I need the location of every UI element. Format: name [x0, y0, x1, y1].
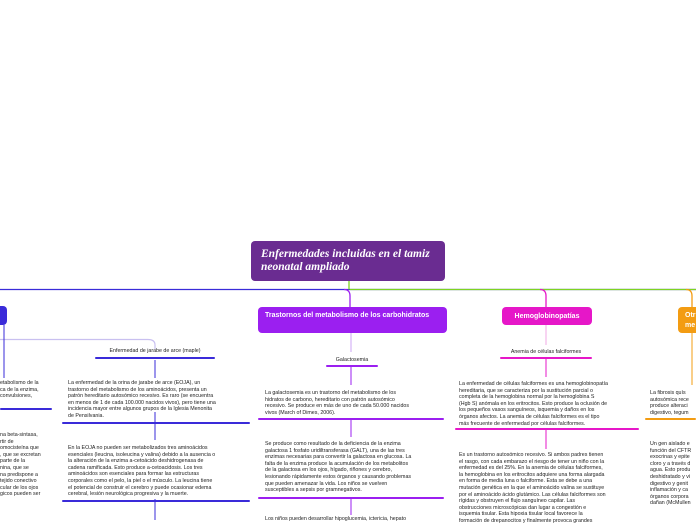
text-line: En la EOJA no pueden ser metabolizados tres aminoácidos: [68, 445, 208, 451]
text-line: más frecuente de enfermedad por células falciformes.: [459, 420, 586, 427]
text-line: gicos pueden ser: [0, 491, 41, 498]
text-line: hidratos de carbono, hereditario con patrón autosómico: [265, 396, 395, 403]
category-left[interactable]: [0, 306, 7, 325]
text-line: Un gen aislado e: [650, 441, 690, 447]
text-line: de la galactosa en los ojos, hígado, riñones y cerebro,: [265, 467, 392, 474]
category-hemoglobinopatias[interactable]: [502, 307, 592, 325]
text-line: digestivo, tegum: [650, 409, 689, 416]
subtopic-galactosemia-underline: [326, 365, 378, 367]
text-line: cular de los ojos: [0, 484, 39, 491]
text-line: vivos (March of Dimes, 2006).: [265, 409, 336, 416]
connector-hemo: [540, 290, 546, 308]
connector-right: [686, 290, 692, 308]
text-line: que pueden amenazar la vida. Los niños se vuelven: [265, 480, 388, 487]
text-right-1-underline: [645, 418, 696, 420]
text-line: Se produce como resultado de la deficiencia de la enzima: [265, 441, 401, 447]
subtopic-maple-underline: [95, 357, 215, 359]
text-line: ca de la enzima,: [0, 386, 39, 393]
text-line: La galactosemia es un trastorno del metabolismo de los: [265, 390, 397, 396]
text-farleft-2[interactable]: [0, 432, 50, 498]
text-line: corporales como el pelo, la piel o el músculo. La leucina tiene: [68, 477, 213, 484]
text-line: patrón hereditario autosómico recesivo. Es raro (se encuentra: [68, 393, 214, 400]
text-maple-2-underline: [62, 500, 250, 502]
text-maple-1-underline: [62, 422, 250, 424]
text-line: la hemoglobina en los eritrocitos adquiere una forma alargada: [459, 471, 605, 478]
text-right-2[interactable]: [650, 441, 696, 507]
text-line: trastorno del metabolismo de los aminoácidos, presenta un: [68, 386, 207, 393]
text-line: rígidas y obstruyen el flujo sanguíneo capilar. Las: [459, 498, 576, 505]
text-line: el rasgo, con cada embarazo el riesgo de tener un niño con la: [459, 458, 605, 465]
text-line: lesionando rápidamente estos órganos y causando problemas: [265, 473, 412, 480]
text-line: digestivo y genit: [650, 480, 688, 487]
text-line: aminoácidos son esenciales para formar las estructuras: [68, 471, 200, 478]
text-line: etabolismo de la: [0, 380, 39, 386]
text-line: cerebral, lesión neurológica progresiva y la muerte.: [68, 491, 189, 498]
text-line: produce alteraci: [650, 403, 688, 410]
text-line: Es un trastorno autosómico recesivo. Si ambos padres tienen: [459, 452, 604, 458]
text-falci-2[interactable]: [459, 452, 639, 525]
text-line: órganos afectos. La anemia de células falciformes es el tipo: [459, 413, 600, 420]
text-maple-1[interactable]: [68, 380, 248, 420]
text-falci-1[interactable]: [459, 381, 639, 427]
text-line: mutación genética en la que el aminoácido valina se sustituye: [459, 484, 605, 491]
text-line: obstrucciones microscópicas dan lugar a congestión e: [459, 504, 587, 511]
text-line: los pequeños vasos sanguíneos, isquemia y daños en los: [459, 407, 595, 414]
text-galacto-1[interactable]: [265, 390, 445, 416]
text-line: por el aminoácido ácido glutámico. Las células falciformes son: [459, 491, 606, 498]
text-line: , que se excretan: [0, 451, 41, 458]
text-line: falta de la enzima produce la acumulación de los metabolitos: [265, 460, 409, 467]
text-line: La enfermedad de células falciformes es una hemoglobinopatía: [459, 381, 608, 387]
text-line: esenciales (leucina, isoleucina y valina) debido a la ausencia o: [68, 451, 216, 458]
text-line: convulsiones,: [0, 393, 33, 400]
text-line: isquemia tisular. Esta hipoxia tisular local favorece la: [459, 511, 583, 518]
text-galacto-2[interactable]: [265, 441, 445, 494]
text-line: en forma de media luna o falciforme. Esta se debe a una: [459, 478, 593, 485]
text-line: enfermedad es del 25%. En la anemia de células falciformes,: [459, 465, 603, 472]
text-line: cloro y a través d: [650, 460, 691, 467]
text-line: función del CFTR: [650, 447, 692, 454]
text-galacto-2-underline: [258, 497, 444, 499]
root-title: Enfermedades incluidas en el tamiz neonatal ampliado: [261, 248, 430, 273]
text-line: nina, que se: [0, 464, 29, 471]
text-farleft-1-underline: [0, 408, 52, 410]
subtopic-falciformes[interactable]: Anemia de células falciformes: [510, 349, 582, 355]
text-line: Los niños pueden desarrollar hipoglucemia, ictericia, hepato: [265, 516, 407, 522]
text-farleft-1[interactable]: [0, 380, 50, 400]
category-carbohidratos-label: Trastornos del metabolismo de los carbohidratos: [265, 312, 430, 319]
category-right[interactable]: [678, 307, 696, 333]
root-topic[interactable]: [251, 241, 445, 281]
text-maple-2[interactable]: [68, 445, 248, 498]
text-line: de Pensilvania.: [68, 412, 104, 419]
text-galacto-3[interactable]: [265, 516, 445, 523]
text-line: formación de drepanocitos y finalmente provoca grandes: [459, 517, 593, 524]
text-line: na predispone a: [0, 471, 38, 478]
text-line: enzimas necesarias para convertir la galactosa en glucosa. La: [265, 454, 412, 461]
category-hemoglobinopatias-label: Hemoglobinopatías: [514, 312, 580, 320]
text-line: na beta-sintasa,: [0, 432, 38, 438]
subtopic-galactosemia[interactable]: Galactosemia: [335, 357, 369, 363]
text-line: órganos corpora: [650, 493, 689, 500]
text-falci-1-underline: [455, 428, 639, 430]
text-line: agua. Esto produ: [650, 467, 691, 474]
subtopic-falciformes-underline: [500, 357, 592, 359]
text-line: hereditaria, que se caracteriza por la sustitución parcial o: [459, 387, 593, 394]
text-line: la alteración de la enzima a-cetoácido deshidrogenasa de: [68, 458, 204, 465]
text-line: el potencial de construir el cerebro y puede ocasionar edema: [68, 484, 212, 491]
text-line: rtir de: [0, 438, 14, 445]
subtopic-maple[interactable]: Enfermedad de jarabe de arce (maple): [109, 348, 201, 354]
text-line: exocrinas y epite: [650, 454, 690, 461]
category-right-label: Otr me: [685, 312, 696, 329]
category-carbohidratos[interactable]: [258, 307, 447, 333]
text-line: recesivo. Se produce en más de uno de cada 50.000 nacidos: [265, 403, 409, 410]
text-line: susceptibles a sepsis por gramnegativos.: [265, 487, 362, 494]
text-line: La enfermedad de la orina de jarabe de arce (EOJA), un: [68, 380, 201, 386]
text-line: omocisteína que: [0, 445, 39, 452]
text-line: incidencia mayor entre algunos grupos de la Iglesia Menonita: [68, 406, 212, 413]
text-line: dañan (McMullen: [650, 500, 691, 507]
text-right-1[interactable]: [650, 390, 696, 416]
text-line: parte de la: [0, 458, 26, 465]
text-galacto-1-underline: [258, 418, 444, 420]
text-line: (Hgb S) anómala en los eritrocitos. Esto produce la oclusión de: [459, 400, 608, 407]
text-line: La fibrosis quís: [650, 390, 686, 396]
text-line: cadena ramificada. Esto produce a-cetoacidosis. Los tres: [68, 464, 203, 471]
text-line: en menos de 1 de cada 100.000 nacidos vivos), pero tiene una: [68, 399, 216, 406]
text-line: deshidratado y vi: [650, 473, 691, 480]
connector-carb: [344, 290, 350, 308]
text-line: autosómica rece: [650, 396, 689, 403]
text-line: galactosa 1 fosfato uridiltransferasa (GALT), una de las tres: [265, 447, 405, 454]
text-line: inflamación y ca: [650, 487, 688, 494]
text-line: tejido conectivo: [0, 478, 37, 485]
text-line: completa de la hemoglobina normal por la hemoglobina S: [459, 394, 595, 401]
